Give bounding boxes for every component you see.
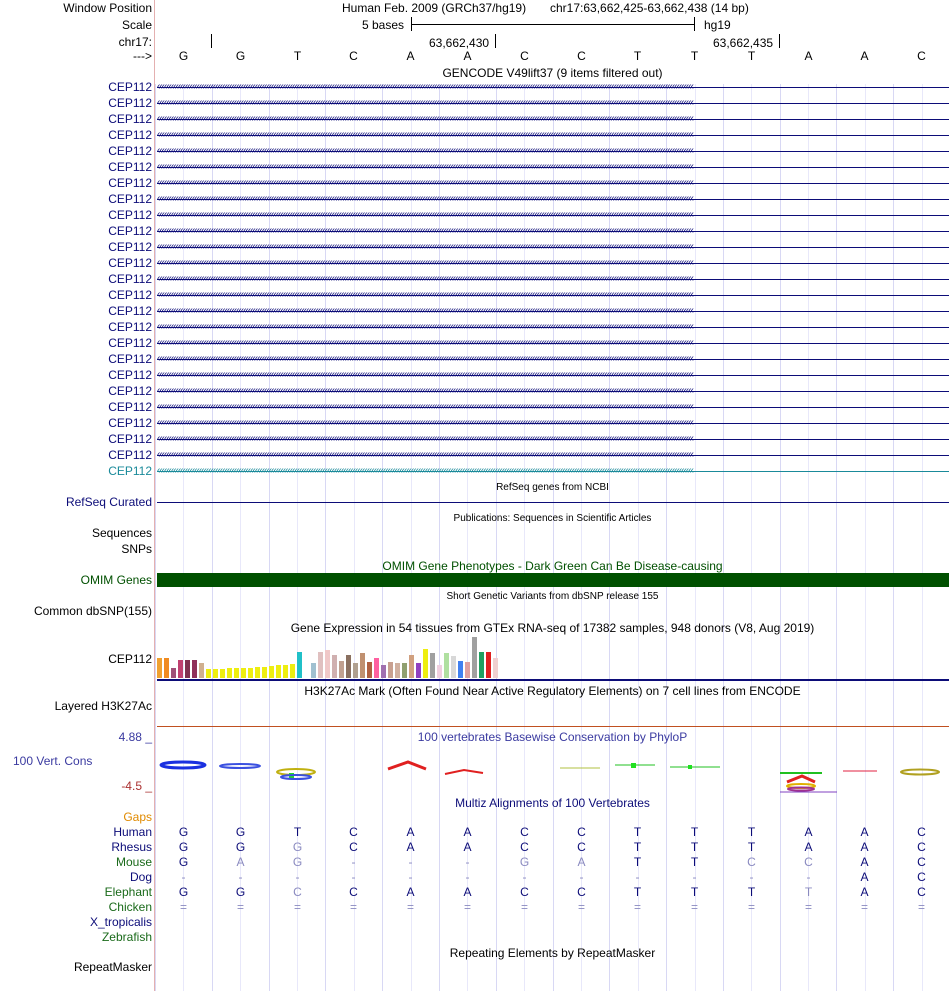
gencode-strand-arrows: ‹‹‹‹‹‹‹‹‹‹‹‹‹‹‹‹‹‹‹‹‹‹‹‹‹‹‹‹‹‹‹‹‹‹‹‹‹‹‹‹‹‹‹‹‹‹‹‹‹‹‹‹‹‹‹‹‹‹‹‹‹‹‹‹‹‹‹‹‹‹‹‹‹‹‹‹‹‹‹‹‹‹‹‹‹‹‹‹‹‹‹‹‹‹‹‹‹‹‹‹‹‹‹‹‹‹‹‹‹‹‹‹‹‹‹‹‹‹‹‹‹‹‹‹‹‹‹‹‹‹‹‹‹‹‹‹‹‹‹‹‹‹‹‹‹‹‹‹‹‹‹‹‹‹‹‹‹‹‹‹‹‹‹‹‹‹‹‹‹‹‹‹‹‹‹‹‹‹‹‹‹‹‹‹‹‹‹‹‹‹‹‹‹‹‹‹‹‹‹‹‹‹‹‹‹‹‹‹‹‹‹‹‹‹‹‹‹‹‹‹‹‹‹‹‹‹‹‹‹‹: [157, 209, 693, 220]
window-position-label: Window Position: [63, 1, 152, 15]
multiz-base: T: [690, 840, 699, 854]
gencode-gene-label[interactable]: CEP112: [108, 336, 152, 350]
gencode-strand-arrows: ‹‹‹‹‹‹‹‹‹‹‹‹‹‹‹‹‹‹‹‹‹‹‹‹‹‹‹‹‹‹‹‹‹‹‹‹‹‹‹‹‹‹‹‹‹‹‹‹‹‹‹‹‹‹‹‹‹‹‹‹‹‹‹‹‹‹‹‹‹‹‹‹‹‹‹‹‹‹‹‹‹‹‹‹‹‹‹‹‹‹‹‹‹‹‹‹‹‹‹‹‹‹‹‹‹‹‹‹‹‹‹‹‹‹‹‹‹‹‹‹‹‹‹‹‹‹‹‹‹‹‹‹‹‹‹‹‹‹‹‹‹‹‹‹‹‹‹‹‹‹‹‹‹‹‹‹‹‹‹‹‹‹‹‹‹‹‹‹‹‹‹‹‹‹‹‹‹‹‹‹‹‹‹‹‹‹‹‹‹‹‹‹‹‹‹‹‹‹‹‹‹‹‹‹‹‹‹‹‹‹‹‹‹‹‹‹‹‹‹‹‹‹‹‹‹‹‹‹‹‹: [157, 225, 693, 236]
sequence-base: A: [860, 49, 869, 63]
gtex-tissue-bar[interactable]: [220, 669, 225, 678]
sequence-base: C: [520, 49, 529, 63]
position-text: chr17:63,662,425-63,662,438 (14 bp): [550, 1, 749, 15]
gencode-gene-label[interactable]: CEP112: [108, 176, 152, 190]
multiz-base: C: [520, 840, 529, 854]
multiz-base: =: [349, 900, 357, 914]
sequence-base: G: [235, 49, 246, 63]
db-text: hg19: [704, 18, 731, 32]
gtex-tissue-bar[interactable]: [374, 658, 379, 678]
multiz-base: -: [522, 870, 527, 884]
multiz-base: C: [917, 840, 926, 854]
multiz-base: C: [917, 870, 926, 884]
multiz-base: -: [351, 870, 356, 884]
gencode-gene-label[interactable]: CEP112: [108, 208, 152, 222]
gtex-tissue-bar[interactable]: [360, 653, 365, 678]
gencode-strand-arrows: ‹‹‹‹‹‹‹‹‹‹‹‹‹‹‹‹‹‹‹‹‹‹‹‹‹‹‹‹‹‹‹‹‹‹‹‹‹‹‹‹‹‹‹‹‹‹‹‹‹‹‹‹‹‹‹‹‹‹‹‹‹‹‹‹‹‹‹‹‹‹‹‹‹‹‹‹‹‹‹‹‹‹‹‹‹‹‹‹‹‹‹‹‹‹‹‹‹‹‹‹‹‹‹‹‹‹‹‹‹‹‹‹‹‹‹‹‹‹‹‹‹‹‹‹‹‹‹‹‹‹‹‹‹‹‹‹‹‹‹‹‹‹‹‹‹‹‹‹‹‹‹‹‹‹‹‹‹‹‹‹‹‹‹‹‹‹‹‹‹‹‹‹‹‹‹‹‹‹‹‹‹‹‹‹‹‹‹‹‹‹‹‹‹‹‹‹‹‹‹‹‹‹‹‹‹‹‹‹‹‹‹‹‹‹‹‹‹‹‹‹‹‹‹‹‹‹‹‹‹‹: [157, 257, 693, 268]
sequence-base: A: [463, 49, 472, 63]
gtex-tissue-bar[interactable]: [381, 665, 386, 678]
scale-text: 5 bases: [362, 18, 405, 32]
gencode-strand-arrows: ‹‹‹‹‹‹‹‹‹‹‹‹‹‹‹‹‹‹‹‹‹‹‹‹‹‹‹‹‹‹‹‹‹‹‹‹‹‹‹‹‹‹‹‹‹‹‹‹‹‹‹‹‹‹‹‹‹‹‹‹‹‹‹‹‹‹‹‹‹‹‹‹‹‹‹‹‹‹‹‹‹‹‹‹‹‹‹‹‹‹‹‹‹‹‹‹‹‹‹‹‹‹‹‹‹‹‹‹‹‹‹‹‹‹‹‹‹‹‹‹‹‹‹‹‹‹‹‹‹‹‹‹‹‹‹‹‹‹‹‹‹‹‹‹‹‹‹‹‹‹‹‹‹‹‹‹‹‹‹‹‹‹‹‹‹‹‹‹‹‹‹‹‹‹‹‹‹‹‹‹‹‹‹‹‹‹‹‹‹‹‹‹‹‹‹‹‹‹‹‹‹‹‹‹‹‹‹‹‹‹‹‹‹‹‹‹‹‹‹‹‹‹‹‹‹‹‹‹‹‹: [157, 161, 693, 172]
cons-glyph-g: [220, 764, 260, 768]
gencode-strand-arrows: ‹‹‹‹‹‹‹‹‹‹‹‹‹‹‹‹‹‹‹‹‹‹‹‹‹‹‹‹‹‹‹‹‹‹‹‹‹‹‹‹‹‹‹‹‹‹‹‹‹‹‹‹‹‹‹‹‹‹‹‹‹‹‹‹‹‹‹‹‹‹‹‹‹‹‹‹‹‹‹‹‹‹‹‹‹‹‹‹‹‹‹‹‹‹‹‹‹‹‹‹‹‹‹‹‹‹‹‹‹‹‹‹‹‹‹‹‹‹‹‹‹‹‹‹‹‹‹‹‹‹‹‹‹‹‹‹‹‹‹‹‹‹‹‹‹‹‹‹‹‹‹‹‹‹‹‹‹‹‹‹‹‹‹‹‹‹‹‹‹‹‹‹‹‹‹‹‹‹‹‹‹‹‹‹‹‹‹‹‹‹‹‹‹‹‹‹‹‹‹‹‹‹‹‹‹‹‹‹‹‹‹‹‹‹‹‹‹‹‹‹‹‹‹‹‹‹‹‹‹‹: [157, 353, 693, 364]
publications-track-title: Publications: Sequences in Scientific Articles: [453, 513, 652, 524]
gencode-gene-label[interactable]: CEP112: [108, 320, 152, 334]
multiz-base: G: [178, 825, 189, 839]
gtex-tissue-bar[interactable]: [430, 653, 435, 678]
gencode-strand-arrows: ‹‹‹‹‹‹‹‹‹‹‹‹‹‹‹‹‹‹‹‹‹‹‹‹‹‹‹‹‹‹‹‹‹‹‹‹‹‹‹‹‹‹‹‹‹‹‹‹‹‹‹‹‹‹‹‹‹‹‹‹‹‹‹‹‹‹‹‹‹‹‹‹‹‹‹‹‹‹‹‹‹‹‹‹‹‹‹‹‹‹‹‹‹‹‹‹‹‹‹‹‹‹‹‹‹‹‹‹‹‹‹‹‹‹‹‹‹‹‹‹‹‹‹‹‹‹‹‹‹‹‹‹‹‹‹‹‹‹‹‹‹‹‹‹‹‹‹‹‹‹‹‹‹‹‹‹‹‹‹‹‹‹‹‹‹‹‹‹‹‹‹‹‹‹‹‹‹‹‹‹‹‹‹‹‹‹‹‹‹‹‹‹‹‹‹‹‹‹‹‹‹‹‹‹‹‹‹‹‹‹‹‹‹‹‹‹‹‹‹‹‹‹‹‹‹‹‹‹‹‹: [157, 433, 693, 444]
multiz-base: T: [633, 885, 642, 899]
gtex-tissue-bar[interactable]: [423, 649, 428, 678]
scale-bar-left-tick: [411, 17, 412, 31]
multiz-base: =: [520, 900, 528, 914]
multiz-base: A: [804, 840, 813, 854]
multiz-base: =: [406, 900, 414, 914]
gtex-tissue-bar[interactable]: [339, 661, 344, 678]
gtex-tissue-bar[interactable]: [479, 652, 484, 678]
gtex-tissue-bar[interactable]: [248, 668, 253, 678]
gtex-tissue-bar[interactable]: [346, 655, 351, 678]
multiz-base: =: [633, 900, 641, 914]
gencode-gene-label[interactable]: CEP112: [108, 256, 152, 270]
multiz-species-label[interactable]: Chicken: [108, 900, 152, 914]
gencode-strand-arrows: ‹‹‹‹‹‹‹‹‹‹‹‹‹‹‹‹‹‹‹‹‹‹‹‹‹‹‹‹‹‹‹‹‹‹‹‹‹‹‹‹‹‹‹‹‹‹‹‹‹‹‹‹‹‹‹‹‹‹‹‹‹‹‹‹‹‹‹‹‹‹‹‹‹‹‹‹‹‹‹‹‹‹‹‹‹‹‹‹‹‹‹‹‹‹‹‹‹‹‹‹‹‹‹‹‹‹‹‹‹‹‹‹‹‹‹‹‹‹‹‹‹‹‹‹‹‹‹‹‹‹‹‹‹‹‹‹‹‹‹‹‹‹‹‹‹‹‹‹‹‹‹‹‹‹‹‹‹‹‹‹‹‹‹‹‹‹‹‹‹‹‹‹‹‹‹‹‹‹‹‹‹‹‹‹‹‹‹‹‹‹‹‹‹‹‹‹‹‹‹‹‹‹‹‹‹‹‹‹‹‹‹‹‹‹‹‹‹‹‹‹‹‹‹‹‹‹‹‹‹‹: [157, 337, 693, 348]
gtex-tissue-bar[interactable]: [290, 664, 295, 678]
gtex-tissue-bar[interactable]: [416, 663, 421, 678]
omim-label[interactable]: OMIM Genes: [80, 573, 152, 587]
gencode-strand-arrows: ‹‹‹‹‹‹‹‹‹‹‹‹‹‹‹‹‹‹‹‹‹‹‹‹‹‹‹‹‹‹‹‹‹‹‹‹‹‹‹‹‹‹‹‹‹‹‹‹‹‹‹‹‹‹‹‹‹‹‹‹‹‹‹‹‹‹‹‹‹‹‹‹‹‹‹‹‹‹‹‹‹‹‹‹‹‹‹‹‹‹‹‹‹‹‹‹‹‹‹‹‹‹‹‹‹‹‹‹‹‹‹‹‹‹‹‹‹‹‹‹‹‹‹‹‹‹‹‹‹‹‹‹‹‹‹‹‹‹‹‹‹‹‹‹‹‹‹‹‹‹‹‹‹‹‹‹‹‹‹‹‹‹‹‹‹‹‹‹‹‹‹‹‹‹‹‹‹‹‹‹‹‹‹‹‹‹‹‹‹‹‹‹‹‹‹‹‹‹‹‹‹‹‹‹‹‹‹‹‹‹‹‹‹‹‹‹‹‹‹‹‹‹‹‹‹‹‹‹‹‹: [157, 369, 693, 380]
gtex-tissue-bar[interactable]: [325, 650, 330, 678]
multiz-base: -: [408, 870, 413, 884]
multiz-base: A: [860, 825, 869, 839]
multiz-base: G: [178, 885, 189, 899]
cons-glyph-t: [631, 763, 636, 768]
sequence-base: C: [349, 49, 358, 63]
multiz-base: G: [519, 855, 530, 869]
gencode-gene-label[interactable]: CEP112: [108, 368, 152, 382]
gencode-strand-arrows: ‹‹‹‹‹‹‹‹‹‹‹‹‹‹‹‹‹‹‹‹‹‹‹‹‹‹‹‹‹‹‹‹‹‹‹‹‹‹‹‹‹‹‹‹‹‹‹‹‹‹‹‹‹‹‹‹‹‹‹‹‹‹‹‹‹‹‹‹‹‹‹‹‹‹‹‹‹‹‹‹‹‹‹‹‹‹‹‹‹‹‹‹‹‹‹‹‹‹‹‹‹‹‹‹‹‹‹‹‹‹‹‹‹‹‹‹‹‹‹‹‹‹‹‹‹‹‹‹‹‹‹‹‹‹‹‹‹‹‹‹‹‹‹‹‹‹‹‹‹‹‹‹‹‹‹‹‹‹‹‹‹‹‹‹‹‹‹‹‹‹‹‹‹‹‹‹‹‹‹‹‹‹‹‹‹‹‹‹‹‹‹‹‹‹‹‹‹‹‹‹‹‹‹‹‹‹‹‹‹‹‹‹‹‹‹‹‹‹‹‹‹‹‹‹‹‹‹‹‹‹: [157, 385, 693, 396]
gtex-tissue-bar[interactable]: [262, 667, 267, 678]
gtex-tissue-bar[interactable]: [486, 652, 491, 678]
gtex-tissue-bar[interactable]: [318, 652, 323, 678]
strand-label: --->: [133, 49, 152, 63]
gtex-track-title: Gene Expression in 54 tissues from GTEx RNA-seq of 17382 samples, 948 donors (V8, Aug 2019): [290, 621, 815, 635]
sequence-base: G: [178, 49, 189, 63]
multiz-base: C: [577, 825, 586, 839]
gtex-tissue-bar[interactable]: [255, 667, 260, 678]
gencode-gene-label[interactable]: CEP112: [108, 352, 152, 366]
gtex-tissue-bar[interactable]: [388, 662, 393, 678]
gencode-strand-arrows: ‹‹‹‹‹‹‹‹‹‹‹‹‹‹‹‹‹‹‹‹‹‹‹‹‹‹‹‹‹‹‹‹‹‹‹‹‹‹‹‹‹‹‹‹‹‹‹‹‹‹‹‹‹‹‹‹‹‹‹‹‹‹‹‹‹‹‹‹‹‹‹‹‹‹‹‹‹‹‹‹‹‹‹‹‹‹‹‹‹‹‹‹‹‹‹‹‹‹‹‹‹‹‹‹‹‹‹‹‹‹‹‹‹‹‹‹‹‹‹‹‹‹‹‹‹‹‹‹‹‹‹‹‹‹‹‹‹‹‹‹‹‹‹‹‹‹‹‹‹‹‹‹‹‹‹‹‹‹‹‹‹‹‹‹‹‹‹‹‹‹‹‹‹‹‹‹‹‹‹‹‹‹‹‹‹‹‹‹‹‹‹‹‹‹‹‹‹‹‹‹‹‹‹‹‹‹‹‹‹‹‹‹‹‹‹‹‹‹‹‹‹‹‹‹‹‹‹‹‹‹: [157, 273, 693, 284]
multiz-base: C: [917, 825, 926, 839]
gencode-strand-arrows: ‹‹‹‹‹‹‹‹‹‹‹‹‹‹‹‹‹‹‹‹‹‹‹‹‹‹‹‹‹‹‹‹‹‹‹‹‹‹‹‹‹‹‹‹‹‹‹‹‹‹‹‹‹‹‹‹‹‹‹‹‹‹‹‹‹‹‹‹‹‹‹‹‹‹‹‹‹‹‹‹‹‹‹‹‹‹‹‹‹‹‹‹‹‹‹‹‹‹‹‹‹‹‹‹‹‹‹‹‹‹‹‹‹‹‹‹‹‹‹‹‹‹‹‹‹‹‹‹‹‹‹‹‹‹‹‹‹‹‹‹‹‹‹‹‹‹‹‹‹‹‹‹‹‹‹‹‹‹‹‹‹‹‹‹‹‹‹‹‹‹‹‹‹‹‹‹‹‹‹‹‹‹‹‹‹‹‹‹‹‹‹‹‹‹‹‹‹‹‹‹‹‹‹‹‹‹‹‹‹‹‹‹‹‹‹‹‹‹‹‹‹‹‹‹‹‹‹‹‹‹: [157, 177, 693, 188]
publications-sequences-label[interactable]: Sequences: [91, 526, 152, 540]
multiz-base: T: [633, 840, 642, 854]
multiz-base: -: [181, 870, 186, 884]
gencode-gene-label[interactable]: CEP112: [108, 400, 152, 414]
h3k27ac-track-title: H3K27Ac Mark (Often Found Near Active Regulatory Elements) on 7 cell lines from ENCODE: [304, 684, 801, 698]
multiz-base: G: [292, 855, 303, 869]
multiz-base: C: [349, 825, 358, 839]
gtex-tissue-bar[interactable]: [185, 660, 190, 678]
gtex-tissue-bar[interactable]: [332, 655, 337, 678]
gencode-gene-label[interactable]: CEP112: [108, 304, 152, 318]
multiz-base: =: [463, 900, 471, 914]
gtex-tissue-bar[interactable]: [276, 665, 281, 678]
gtex-tissue-bar[interactable]: [493, 658, 498, 678]
gtex-tissue-bar[interactable]: [437, 665, 442, 678]
multiz-base: C: [804, 855, 813, 869]
h3k27ac-label[interactable]: Layered H3K27Ac: [54, 699, 152, 713]
sequence-base: T: [690, 49, 699, 63]
gencode-strand-arrows: ‹‹‹‹‹‹‹‹‹‹‹‹‹‹‹‹‹‹‹‹‹‹‹‹‹‹‹‹‹‹‹‹‹‹‹‹‹‹‹‹‹‹‹‹‹‹‹‹‹‹‹‹‹‹‹‹‹‹‹‹‹‹‹‹‹‹‹‹‹‹‹‹‹‹‹‹‹‹‹‹‹‹‹‹‹‹‹‹‹‹‹‹‹‹‹‹‹‹‹‹‹‹‹‹‹‹‹‹‹‹‹‹‹‹‹‹‹‹‹‹‹‹‹‹‹‹‹‹‹‹‹‹‹‹‹‹‹‹‹‹‹‹‹‹‹‹‹‹‹‹‹‹‹‹‹‹‹‹‹‹‹‹‹‹‹‹‹‹‹‹‹‹‹‹‹‹‹‹‹‹‹‹‹‹‹‹‹‹‹‹‹‹‹‹‹‹‹‹‹‹‹‹‹‹‹‹‹‹‹‹‹‹‹‹‹‹‹‹‹‹‹‹‹‹‹‹‹‹‹‹: [157, 97, 693, 108]
gtex-tissue-bar[interactable]: [451, 656, 456, 678]
gencode-strand-arrows: ‹‹‹‹‹‹‹‹‹‹‹‹‹‹‹‹‹‹‹‹‹‹‹‹‹‹‹‹‹‹‹‹‹‹‹‹‹‹‹‹‹‹‹‹‹‹‹‹‹‹‹‹‹‹‹‹‹‹‹‹‹‹‹‹‹‹‹‹‹‹‹‹‹‹‹‹‹‹‹‹‹‹‹‹‹‹‹‹‹‹‹‹‹‹‹‹‹‹‹‹‹‹‹‹‹‹‹‹‹‹‹‹‹‹‹‹‹‹‹‹‹‹‹‹‹‹‹‹‹‹‹‹‹‹‹‹‹‹‹‹‹‹‹‹‹‹‹‹‹‹‹‹‹‹‹‹‹‹‹‹‹‹‹‹‹‹‹‹‹‹‹‹‹‹‹‹‹‹‹‹‹‹‹‹‹‹‹‹‹‹‹‹‹‹‹‹‹‹‹‹‹‹‹‹‹‹‹‹‹‹‹‹‹‹‹‹‹‹‹‹‹‹‹‹‹‹‹‹‹‹: [157, 145, 693, 156]
gtex-tissue-bar[interactable]: [234, 668, 239, 678]
gtex-tissue-bar[interactable]: [409, 655, 414, 678]
multiz-base: A: [463, 840, 472, 854]
coord-label-2: 63,662,435: [713, 36, 774, 50]
gtex-tissue-bar[interactable]: [206, 669, 211, 678]
multiz-base: T: [690, 825, 699, 839]
multiz-base: =: [690, 900, 698, 914]
multiz-base: A: [860, 855, 869, 869]
multiz-base: =: [917, 900, 925, 914]
gencode-gene-label[interactable]: CEP112: [108, 416, 152, 430]
multiz-base: -: [465, 870, 470, 884]
gtex-bar-chart[interactable]: [157, 636, 537, 678]
conservation-label[interactable]: 100 Vert. Cons: [13, 754, 93, 768]
multiz-base: -: [295, 870, 300, 884]
ruler-tick: [495, 34, 496, 48]
dbsnp-label[interactable]: Common dbSNP(155): [33, 604, 152, 618]
multiz-base: A: [463, 825, 472, 839]
gtex-tissue-bar[interactable]: [213, 669, 218, 678]
multiz-base: T: [747, 885, 756, 899]
gencode-strand-arrows: ‹‹‹‹‹‹‹‹‹‹‹‹‹‹‹‹‹‹‹‹‹‹‹‹‹‹‹‹‹‹‹‹‹‹‹‹‹‹‹‹‹‹‹‹‹‹‹‹‹‹‹‹‹‹‹‹‹‹‹‹‹‹‹‹‹‹‹‹‹‹‹‹‹‹‹‹‹‹‹‹‹‹‹‹‹‹‹‹‹‹‹‹‹‹‹‹‹‹‹‹‹‹‹‹‹‹‹‹‹‹‹‹‹‹‹‹‹‹‹‹‹‹‹‹‹‹‹‹‹‹‹‹‹‹‹‹‹‹‹‹‹‹‹‹‹‹‹‹‹‹‹‹‹‹‹‹‹‹‹‹‹‹‹‹‹‹‹‹‹‹‹‹‹‹‹‹‹‹‹‹‹‹‹‹‹‹‹‹‹‹‹‹‹‹‹‹‹‹‹‹‹‹‹‹‹‹‹‹‹‹‹‹‹‹‹‹‹‹‹‹‹‹‹‹‹‹‹‹‹‹: [157, 113, 693, 124]
gencode-strand-arrows: ‹‹‹‹‹‹‹‹‹‹‹‹‹‹‹‹‹‹‹‹‹‹‹‹‹‹‹‹‹‹‹‹‹‹‹‹‹‹‹‹‹‹‹‹‹‹‹‹‹‹‹‹‹‹‹‹‹‹‹‹‹‹‹‹‹‹‹‹‹‹‹‹‹‹‹‹‹‹‹‹‹‹‹‹‹‹‹‹‹‹‹‹‹‹‹‹‹‹‹‹‹‹‹‹‹‹‹‹‹‹‹‹‹‹‹‹‹‹‹‹‹‹‹‹‹‹‹‹‹‹‹‹‹‹‹‹‹‹‹‹‹‹‹‹‹‹‹‹‹‹‹‹‹‹‹‹‹‹‹‹‹‹‹‹‹‹‹‹‹‹‹‹‹‹‹‹‹‹‹‹‹‹‹‹‹‹‹‹‹‹‹‹‹‹‹‹‹‹‹‹‹‹‹‹‹‹‹‹‹‹‹‹‹‹‹‹‹‹‹‹‹‹‹‹‹‹‹‹‹‹: [157, 81, 693, 92]
gtex-tissue-bar[interactable]: [227, 668, 232, 678]
multiz-base: C: [577, 840, 586, 854]
multiz-species-label[interactable]: Elephant: [104, 885, 152, 899]
refseq-track-title: RefSeq genes from NCBI: [496, 482, 609, 493]
multiz-base: T: [690, 885, 699, 899]
conservation-track-title: 100 vertebrates Basewise Conservation by PhyloP: [417, 730, 688, 744]
gtex-tissue-bar[interactable]: [269, 666, 274, 678]
sequence-base: T: [293, 49, 302, 63]
multiz-base: G: [235, 885, 246, 899]
gencode-strand-arrows: ‹‹‹‹‹‹‹‹‹‹‹‹‹‹‹‹‹‹‹‹‹‹‹‹‹‹‹‹‹‹‹‹‹‹‹‹‹‹‹‹‹‹‹‹‹‹‹‹‹‹‹‹‹‹‹‹‹‹‹‹‹‹‹‹‹‹‹‹‹‹‹‹‹‹‹‹‹‹‹‹‹‹‹‹‹‹‹‹‹‹‹‹‹‹‹‹‹‹‹‹‹‹‹‹‹‹‹‹‹‹‹‹‹‹‹‹‹‹‹‹‹‹‹‹‹‹‹‹‹‹‹‹‹‹‹‹‹‹‹‹‹‹‹‹‹‹‹‹‹‹‹‹‹‹‹‹‹‹‹‹‹‹‹‹‹‹‹‹‹‹‹‹‹‹‹‹‹‹‹‹‹‹‹‹‹‹‹‹‹‹‹‹‹‹‹‹‹‹‹‹‹‹‹‹‹‹‹‹‹‹‹‹‹‹‹‹‹‹‹‹‹‹‹‹‹‹‹‹‹‹: [157, 289, 693, 300]
gencode-gene-label[interactable]: CEP112: [108, 288, 152, 302]
multiz-base: A: [463, 885, 472, 899]
multiz-species-label[interactable]: Zebrafish: [101, 930, 152, 944]
gencode-gene-label[interactable]: CEP112: [108, 128, 152, 142]
multiz-base: T: [747, 840, 756, 854]
gencode-strand-arrows: ‹‹‹‹‹‹‹‹‹‹‹‹‹‹‹‹‹‹‹‹‹‹‹‹‹‹‹‹‹‹‹‹‹‹‹‹‹‹‹‹‹‹‹‹‹‹‹‹‹‹‹‹‹‹‹‹‹‹‹‹‹‹‹‹‹‹‹‹‹‹‹‹‹‹‹‹‹‹‹‹‹‹‹‹‹‹‹‹‹‹‹‹‹‹‹‹‹‹‹‹‹‹‹‹‹‹‹‹‹‹‹‹‹‹‹‹‹‹‹‹‹‹‹‹‹‹‹‹‹‹‹‹‹‹‹‹‹‹‹‹‹‹‹‹‹‹‹‹‹‹‹‹‹‹‹‹‹‹‹‹‹‹‹‹‹‹‹‹‹‹‹‹‹‹‹‹‹‹‹‹‹‹‹‹‹‹‹‹‹‹‹‹‹‹‹‹‹‹‹‹‹‹‹‹‹‹‹‹‹‹‹‹‹‹‹‹‹‹‹‹‹‹‹‹‹‹‹‹‹‹: [157, 193, 693, 204]
gencode-gene-label[interactable]: CEP112: [108, 432, 152, 446]
gencode-strand-arrows: ‹‹‹‹‹‹‹‹‹‹‹‹‹‹‹‹‹‹‹‹‹‹‹‹‹‹‹‹‹‹‹‹‹‹‹‹‹‹‹‹‹‹‹‹‹‹‹‹‹‹‹‹‹‹‹‹‹‹‹‹‹‹‹‹‹‹‹‹‹‹‹‹‹‹‹‹‹‹‹‹‹‹‹‹‹‹‹‹‹‹‹‹‹‹‹‹‹‹‹‹‹‹‹‹‹‹‹‹‹‹‹‹‹‹‹‹‹‹‹‹‹‹‹‹‹‹‹‹‹‹‹‹‹‹‹‹‹‹‹‹‹‹‹‹‹‹‹‹‹‹‹‹‹‹‹‹‹‹‹‹‹‹‹‹‹‹‹‹‹‹‹‹‹‹‹‹‹‹‹‹‹‹‹‹‹‹‹‹‹‹‹‹‹‹‹‹‹‹‹‹‹‹‹‹‹‹‹‹‹‹‹‹‹‹‹‹‹‹‹‹‹‹‹‹‹‹‹‹‹‹: [157, 449, 693, 460]
multiz-base: =: [236, 900, 244, 914]
gencode-gene-label[interactable]: CEP112: [108, 224, 152, 238]
multiz-base: =: [747, 900, 755, 914]
refseq-label[interactable]: RefSeq Curated: [65, 495, 152, 509]
gencode-strand-arrows: ‹‹‹‹‹‹‹‹‹‹‹‹‹‹‹‹‹‹‹‹‹‹‹‹‹‹‹‹‹‹‹‹‹‹‹‹‹‹‹‹‹‹‹‹‹‹‹‹‹‹‹‹‹‹‹‹‹‹‹‹‹‹‹‹‹‹‹‹‹‹‹‹‹‹‹‹‹‹‹‹‹‹‹‹‹‹‹‹‹‹‹‹‹‹‹‹‹‹‹‹‹‹‹‹‹‹‹‹‹‹‹‹‹‹‹‹‹‹‹‹‹‹‹‹‹‹‹‹‹‹‹‹‹‹‹‹‹‹‹‹‹‹‹‹‹‹‹‹‹‹‹‹‹‹‹‹‹‹‹‹‹‹‹‹‹‹‹‹‹‹‹‹‹‹‹‹‹‹‹‹‹‹‹‹‹‹‹‹‹‹‹‹‹‹‹‹‹‹‹‹‹‹‹‹‹‹‹‹‹‹‹‹‹‹‹‹‹‹‹‹‹‹‹‹‹‹‹‹‹‹: [157, 129, 693, 140]
sequence-base: A: [804, 49, 813, 63]
gencode-gene-label[interactable]: CEP112: [108, 112, 152, 126]
multiz-base: C: [293, 885, 302, 899]
cons-glyph-c: [281, 775, 311, 779]
multiz-base: C: [917, 855, 926, 869]
gtex-tissue-bar[interactable]: [178, 660, 183, 678]
gtex-gene-label[interactable]: CEP112: [108, 652, 152, 666]
multiz-base: A: [860, 840, 869, 854]
multiz-base: C: [520, 885, 529, 899]
multiz-species-label[interactable]: Rhesus: [111, 840, 152, 854]
gencode-strand-arrows: ‹‹‹‹‹‹‹‹‹‹‹‹‹‹‹‹‹‹‹‹‹‹‹‹‹‹‹‹‹‹‹‹‹‹‹‹‹‹‹‹‹‹‹‹‹‹‹‹‹‹‹‹‹‹‹‹‹‹‹‹‹‹‹‹‹‹‹‹‹‹‹‹‹‹‹‹‹‹‹‹‹‹‹‹‹‹‹‹‹‹‹‹‹‹‹‹‹‹‹‹‹‹‹‹‹‹‹‹‹‹‹‹‹‹‹‹‹‹‹‹‹‹‹‹‹‹‹‹‹‹‹‹‹‹‹‹‹‹‹‹‹‹‹‹‹‹‹‹‹‹‹‹‹‹‹‹‹‹‹‹‹‹‹‹‹‹‹‹‹‹‹‹‹‹‹‹‹‹‹‹‹‹‹‹‹‹‹‹‹‹‹‹‹‹‹‹‹‹‹‹‹‹‹‹‹‹‹‹‹‹‹‹‹‹‹‹‹‹‹‹‹‹‹‹‹‹‹‹‹‹: [157, 241, 693, 252]
gtex-tissue-bar[interactable]: [472, 637, 477, 678]
multiz-species-label[interactable]: Gaps: [123, 810, 152, 824]
repeatmasker-track-title: Repeating Elements by RepeatMasker: [449, 946, 656, 960]
multiz-species-label[interactable]: Human: [113, 825, 152, 839]
gencode-gene-label[interactable]: CEP112: [108, 96, 152, 110]
gencode-strand-arrows: ‹‹‹‹‹‹‹‹‹‹‹‹‹‹‹‹‹‹‹‹‹‹‹‹‹‹‹‹‹‹‹‹‹‹‹‹‹‹‹‹‹‹‹‹‹‹‹‹‹‹‹‹‹‹‹‹‹‹‹‹‹‹‹‹‹‹‹‹‹‹‹‹‹‹‹‹‹‹‹‹‹‹‹‹‹‹‹‹‹‹‹‹‹‹‹‹‹‹‹‹‹‹‹‹‹‹‹‹‹‹‹‹‹‹‹‹‹‹‹‹‹‹‹‹‹‹‹‹‹‹‹‹‹‹‹‹‹‹‹‹‹‹‹‹‹‹‹‹‹‹‹‹‹‹‹‹‹‹‹‹‹‹‹‹‹‹‹‹‹‹‹‹‹‹‹‹‹‹‹‹‹‹‹‹‹‹‹‹‹‹‹‹‹‹‹‹‹‹‹‹‹‹‹‹‹‹‹‹‹‹‹‹‹‹‹‹‹‹‹‹‹‹‹‹‹‹‹‹‹‹: [157, 417, 693, 428]
omim-bar[interactable]: [157, 573, 949, 587]
multiz-base: T: [633, 825, 642, 839]
ruler-tick: [779, 34, 780, 48]
multiz-base: -: [806, 870, 811, 884]
gtex-tissue-bar[interactable]: [395, 663, 400, 678]
gencode-gene-label[interactable]: CEP112: [108, 160, 152, 174]
gtex-tissue-bar[interactable]: [157, 658, 162, 678]
gtex-tissue-bar[interactable]: [171, 668, 176, 678]
gtex-tissue-bar[interactable]: [465, 662, 470, 678]
multiz-base: -: [408, 855, 413, 869]
multiz-species-label[interactable]: Mouse: [115, 855, 152, 869]
cons-glyph-c: [901, 770, 939, 775]
gtex-tissue-bar[interactable]: [283, 665, 288, 678]
gtex-baseline: [157, 679, 949, 681]
multiz-base: -: [749, 870, 754, 884]
gtex-tissue-bar[interactable]: [164, 658, 169, 678]
multiz-base: C: [520, 825, 529, 839]
multiz-base: -: [351, 855, 356, 869]
gencode-gene-label[interactable]: CEP112: [108, 192, 152, 206]
sequence-base: T: [633, 49, 642, 63]
multiz-base: =: [293, 900, 301, 914]
multiz-base: C: [747, 855, 756, 869]
gtex-tissue-bar[interactable]: [402, 663, 407, 678]
conservation-logo: [155, 756, 950, 796]
gencode-gene-label[interactable]: CEP112: [108, 272, 152, 286]
scale-bar: [411, 24, 695, 25]
scale-label: Scale: [121, 18, 152, 32]
gtex-tissue-bar[interactable]: [353, 663, 358, 678]
conservation-min-label: -4.5 _: [121, 779, 152, 793]
multiz-base: G: [178, 840, 189, 854]
multiz-species-label[interactable]: Dog: [129, 870, 152, 884]
multiz-base: C: [349, 840, 358, 854]
publications-snps-label[interactable]: SNPs: [121, 542, 152, 556]
multiz-base: T: [293, 825, 302, 839]
multiz-base: G: [292, 840, 303, 854]
multiz-base: A: [236, 855, 245, 869]
scale-bar-right-tick: [694, 17, 695, 31]
multiz-base: =: [179, 900, 187, 914]
gtex-tissue-bar[interactable]: [192, 660, 197, 678]
gtex-tissue-bar[interactable]: [444, 653, 449, 678]
multiz-base: =: [860, 900, 868, 914]
gtex-tissue-bar[interactable]: [297, 652, 302, 678]
multiz-base: A: [577, 855, 586, 869]
multiz-base: G: [235, 825, 246, 839]
multiz-base: A: [804, 825, 813, 839]
multiz-base: T: [690, 855, 699, 869]
gtex-tissue-bar[interactable]: [241, 668, 246, 678]
multiz-base: -: [465, 855, 470, 869]
multiz-base: C: [349, 885, 358, 899]
coord-label-1: 63,662,430: [429, 36, 490, 50]
sequence-base: C: [917, 49, 926, 63]
sequence-base: T: [747, 49, 756, 63]
gtex-tissue-bar[interactable]: [458, 661, 463, 678]
multiz-base: T: [633, 855, 642, 869]
gtex-tissue-bar[interactable]: [199, 663, 204, 678]
cons-glyph-t: [688, 765, 692, 769]
omim-track-title: OMIM Gene Phenotypes - Dark Green Can Be Disease-causing: [382, 559, 723, 573]
multiz-base: A: [406, 825, 415, 839]
multiz-base: A: [860, 870, 869, 884]
gencode-gene-label[interactable]: CEP112: [108, 448, 152, 462]
cons-glyph-g: [161, 762, 205, 768]
conservation-max-label: 4.88 _: [118, 730, 152, 744]
gencode-gene-label[interactable]: CEP112: [108, 240, 152, 254]
cons-glyph-a: [388, 762, 426, 769]
multiz-base: T: [747, 825, 756, 839]
gencode-strand-arrows: ‹‹‹‹‹‹‹‹‹‹‹‹‹‹‹‹‹‹‹‹‹‹‹‹‹‹‹‹‹‹‹‹‹‹‹‹‹‹‹‹‹‹‹‹‹‹‹‹‹‹‹‹‹‹‹‹‹‹‹‹‹‹‹‹‹‹‹‹‹‹‹‹‹‹‹‹‹‹‹‹‹‹‹‹‹‹‹‹‹‹‹‹‹‹‹‹‹‹‹‹‹‹‹‹‹‹‹‹‹‹‹‹‹‹‹‹‹‹‹‹‹‹‹‹‹‹‹‹‹‹‹‹‹‹‹‹‹‹‹‹‹‹‹‹‹‹‹‹‹‹‹‹‹‹‹‹‹‹‹‹‹‹‹‹‹‹‹‹‹‹‹‹‹‹‹‹‹‹‹‹‹‹‹‹‹‹‹‹‹‹‹‹‹‹‹‹‹‹‹‹‹‹‹‹‹‹‹‹‹‹‹‹‹‹‹‹‹‹‹‹‹‹‹‹‹‹‹‹‹‹: [157, 401, 693, 412]
multiz-base: A: [860, 885, 869, 899]
refseq-line: [157, 502, 949, 503]
multiz-base: C: [917, 885, 926, 899]
gtex-tissue-bar[interactable]: [367, 662, 372, 678]
chrom-label: chr17:: [118, 35, 152, 49]
sequence-base: C: [577, 49, 586, 63]
ruler-tick: [211, 34, 212, 48]
gencode-strand-arrows: ‹‹‹‹‹‹‹‹‹‹‹‹‹‹‹‹‹‹‹‹‹‹‹‹‹‹‹‹‹‹‹‹‹‹‹‹‹‹‹‹‹‹‹‹‹‹‹‹‹‹‹‹‹‹‹‹‹‹‹‹‹‹‹‹‹‹‹‹‹‹‹‹‹‹‹‹‹‹‹‹‹‹‹‹‹‹‹‹‹‹‹‹‹‹‹‹‹‹‹‹‹‹‹‹‹‹‹‹‹‹‹‹‹‹‹‹‹‹‹‹‹‹‹‹‹‹‹‹‹‹‹‹‹‹‹‹‹‹‹‹‹‹‹‹‹‹‹‹‹‹‹‹‹‹‹‹‹‹‹‹‹‹‹‹‹‹‹‹‹‹‹‹‹‹‹‹‹‹‹‹‹‹‹‹‹‹‹‹‹‹‹‹‹‹‹‹‹‹‹‹‹‹‹‹‹‹‹‹‹‹‹‹‹‹‹‹‹‹‹‹‹‹‹‹‹‹‹‹‹‹: [157, 305, 693, 316]
multiz-track-title: Multiz Alignments of 100 Vertebrates: [455, 796, 650, 810]
multiz-species-label[interactable]: X_tropicalis: [89, 915, 152, 929]
gencode-gene-label[interactable]: CEP112: [108, 144, 152, 158]
h3k27ac-line: [157, 726, 949, 727]
multiz-base: -: [579, 870, 584, 884]
multiz-base: C: [577, 885, 586, 899]
multiz-base: =: [577, 900, 585, 914]
multiz-base: A: [406, 840, 415, 854]
multiz-base: T: [804, 885, 813, 899]
multiz-base: G: [235, 840, 246, 854]
multiz-base: -: [635, 870, 640, 884]
gencode-gene-label[interactable]: CEP112: [108, 384, 152, 398]
dbsnp-track-title: Short Genetic Variants from dbSNP release 155: [446, 591, 659, 602]
gencode-strand-arrows: ‹‹‹‹‹‹‹‹‹‹‹‹‹‹‹‹‹‹‹‹‹‹‹‹‹‹‹‹‹‹‹‹‹‹‹‹‹‹‹‹‹‹‹‹‹‹‹‹‹‹‹‹‹‹‹‹‹‹‹‹‹‹‹‹‹‹‹‹‹‹‹‹‹‹‹‹‹‹‹‹‹‹‹‹‹‹‹‹‹‹‹‹‹‹‹‹‹‹‹‹‹‹‹‹‹‹‹‹‹‹‹‹‹‹‹‹‹‹‹‹‹‹‹‹‹‹‹‹‹‹‹‹‹‹‹‹‹‹‹‹‹‹‹‹‹‹‹‹‹‹‹‹‹‹‹‹‹‹‹‹‹‹‹‹‹‹‹‹‹‹‹‹‹‹‹‹‹‹‹‹‹‹‹‹‹‹‹‹‹‹‹‹‹‹‹‹‹‹‹‹‹‹‹‹‹‹‹‹‹‹‹‹‹‹‹‹‹‹‹‹‹‹‹‹‹‹‹‹‹‹: [157, 321, 693, 332]
multiz-base: G: [178, 855, 189, 869]
cons-glyph-a: [787, 776, 815, 782]
assembly-text: Human Feb. 2009 (GRCh37/hg19): [342, 1, 527, 15]
multiz-base: A: [406, 885, 415, 899]
cons-glyph-a: [445, 770, 483, 774]
gencode-gene-label[interactable]: CEP112: [108, 80, 152, 94]
gencode-gene-label[interactable]: CEP112: [108, 464, 152, 478]
gtex-tissue-bar[interactable]: [311, 663, 316, 678]
sequence-base: A: [406, 49, 415, 63]
multiz-base: =: [804, 900, 812, 914]
multiz-base: -: [692, 870, 697, 884]
repeatmasker-label[interactable]: RepeatMasker: [73, 960, 152, 974]
multiz-base: -: [238, 870, 243, 884]
gencode-strand-arrows: ‹‹‹‹‹‹‹‹‹‹‹‹‹‹‹‹‹‹‹‹‹‹‹‹‹‹‹‹‹‹‹‹‹‹‹‹‹‹‹‹‹‹‹‹‹‹‹‹‹‹‹‹‹‹‹‹‹‹‹‹‹‹‹‹‹‹‹‹‹‹‹‹‹‹‹‹‹‹‹‹‹‹‹‹‹‹‹‹‹‹‹‹‹‹‹‹‹‹‹‹‹‹‹‹‹‹‹‹‹‹‹‹‹‹‹‹‹‹‹‹‹‹‹‹‹‹‹‹‹‹‹‹‹‹‹‹‹‹‹‹‹‹‹‹‹‹‹‹‹‹‹‹‹‹‹‹‹‹‹‹‹‹‹‹‹‹‹‹‹‹‹‹‹‹‹‹‹‹‹‹‹‹‹‹‹‹‹‹‹‹‹‹‹‹‹‹‹‹‹‹‹‹‹‹‹‹‹‹‹‹‹‹‹‹‹‹‹‹‹‹‹‹‹‹‹‹‹‹‹‹: [157, 465, 693, 476]
gencode-track-title: GENCODE V49lift37 (9 items filtered out): [442, 66, 663, 80]
